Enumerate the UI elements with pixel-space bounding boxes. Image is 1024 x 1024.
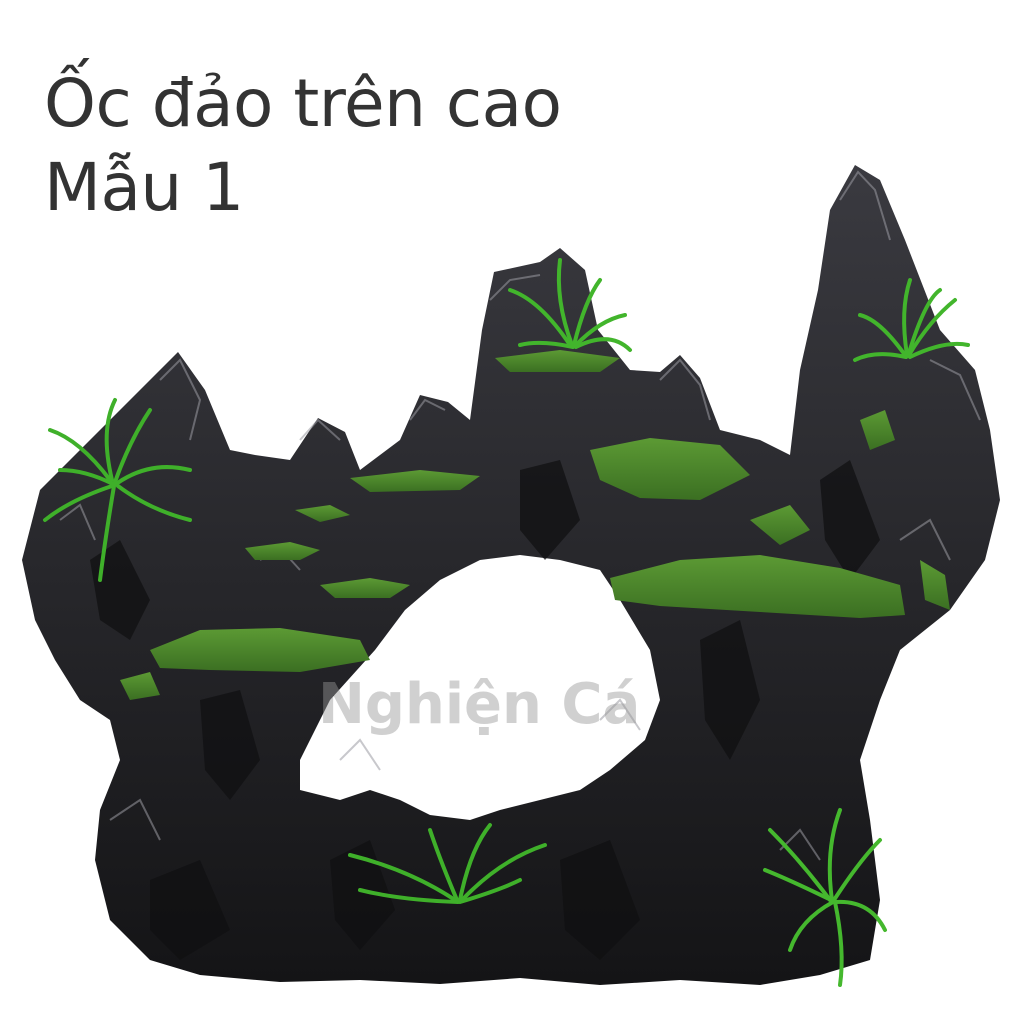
product-title: Ốc đảo trên cao (44, 65, 562, 142)
product-caption (44, 62, 562, 230)
watermark-text: Nghiện Cá (318, 672, 641, 737)
product-model: Mẫu 1 (44, 149, 244, 226)
